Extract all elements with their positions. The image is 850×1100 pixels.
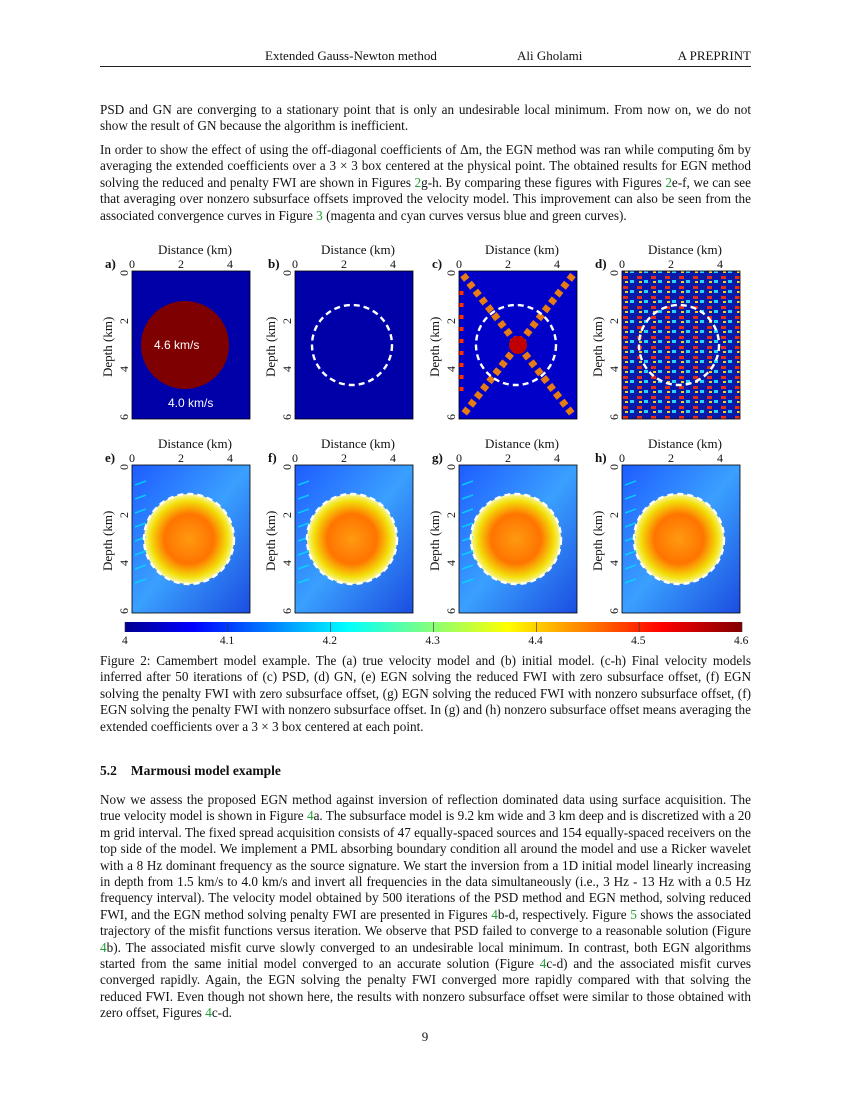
x-axis-label: Distance (km) — [321, 242, 396, 257]
x-axis-label: Distance (km) — [321, 436, 396, 451]
y-tick-label: 6 — [607, 414, 621, 420]
y-tick-label: 0 — [607, 464, 621, 470]
x-tick-label: 4 — [390, 451, 396, 465]
y-tick-label: 4 — [444, 366, 458, 372]
x-axis-label: Distance (km) — [648, 242, 723, 257]
x-axis-label: Distance (km) — [485, 242, 560, 257]
x-tick-label: 0 — [292, 257, 298, 271]
x-tick-label: 0 — [456, 451, 462, 465]
section-number: 5.2 — [100, 763, 117, 778]
colorbar-tick-label: 4.2 — [322, 635, 338, 647]
paragraph-1: PSD and GN are converging to a stationary point that is only an undesirable local minimum. From now on, we do not show the result of GN because the algorithm is inefficient. — [100, 102, 751, 134]
y-tick-label: 4 — [444, 560, 458, 566]
figure-panel — [100, 436, 250, 614]
figure-link[interactable]: 4 — [205, 1005, 212, 1021]
x-tick-label: 0 — [292, 451, 298, 465]
y-tick-label: 4 — [607, 366, 621, 372]
figure-link[interactable]: 4 — [491, 906, 498, 922]
paragraph-3: Now we assess the proposed EGN method against inversion of reflection dominated data using surface acquisition. The true velocity model is shown in Figure 4a. The subsurface model is 9.2 km wide and 3 km deep and is discretized with a 20 m grid interval. The fixed spread acquisition consists of 47 equally-spaced sources and 154 equally-spaced receivers on the top side of the model. We implement a PML absorbing boundary condition all around the model and use a Ricker wavelet with a 8 Hz dominant frequency as the source signature. We start the inversion from a 1D initial model linearly increasing in depth from 1.5 km/s to 4.0 km/s and invert all frequencies in the data simultaneously (i.e., 3 Hz - 13 Hz with a 0.5 Hz frequency interval). The velocity model obtained by 500 iterations of the PSD method and EGN method, solving reduced FWI, and the EGN method solving penalty FWI are presented in Figures 4b-d, respectively. Figure 5 shows the associated trajectory of the misfit functions versus iteration. We observe that PSD failed to converge to a reasonable solution (Figure 4b). The associated misfit curve slowly converged to an undesirable local minimum. In contrast, both EGN algorithms started from the same initial model converged to an accurate solution (Figure 4c-d) and the associated misfit curves converged rapidly. Again, the EGN solving the penalty FWI converged more rapidly compared with that solving the reduced FWI. Even though not shown here, the results with nonzero subsurface offset were similar to those obtained with zero offset, Figures 4c-d. — [100, 792, 751, 1021]
y-tick-label: 6 — [280, 414, 294, 420]
x-axis-label: Distance (km) — [158, 242, 233, 257]
colorbar-tick-label: 4.4 — [528, 635, 543, 647]
velocity-model-figure — [90, 225, 770, 650]
figure-link[interactable]: 4 — [306, 808, 314, 824]
x-axis-label: Distance (km) — [648, 436, 723, 451]
y-tick-label: 0 — [280, 464, 294, 470]
running-header — [100, 48, 751, 67]
x-tick-label: 2 — [668, 451, 674, 465]
x-tick-label: 2 — [668, 257, 674, 271]
y-tick-label: 6 — [444, 608, 458, 614]
x-tick-label: 4 — [554, 451, 560, 465]
y-tick-label: 2 — [117, 318, 131, 324]
y-tick-label: 2 — [280, 512, 294, 518]
y-tick-label: 0 — [117, 464, 131, 470]
figure-link[interactable]: 2 — [665, 174, 672, 190]
y-tick-label: 6 — [280, 608, 294, 614]
x-tick-label: 4 — [390, 257, 396, 271]
panel-label: a) — [105, 256, 116, 271]
panel-label: e) — [105, 450, 116, 465]
x-tick-label: 2 — [505, 451, 511, 465]
header-author: Ali Gholami — [517, 48, 583, 63]
x-tick-label: 0 — [129, 257, 135, 271]
header-tag: A PREPRINT — [677, 48, 751, 63]
figure-panel — [263, 436, 413, 614]
panel-group — [100, 242, 740, 614]
y-tick-label: 6 — [117, 608, 131, 614]
y-tick-label: 2 — [444, 318, 458, 324]
y-axis-label: Depth (km) — [263, 316, 278, 377]
center-artifact — [509, 336, 527, 354]
colorbar-tick-label: 4 — [122, 635, 128, 647]
x-tick-label: 4 — [717, 451, 723, 465]
section-title: Marmousi model example — [130, 763, 281, 778]
figure-link[interactable]: 2 — [414, 174, 422, 190]
x-tick-label: 2 — [505, 257, 511, 271]
x-tick-label: 4 — [717, 257, 723, 271]
y-tick-label: 4 — [280, 366, 294, 372]
y-tick-label: 2 — [607, 318, 621, 324]
y-tick-label: 2 — [607, 512, 621, 518]
y-tick-label: 0 — [607, 270, 621, 276]
header-title: Extended Gauss-Newton method — [265, 48, 437, 63]
annotation-outer: 4.0 km/s — [168, 396, 214, 410]
y-tick-label: 0 — [117, 270, 131, 276]
y-axis-label: Depth (km) — [590, 316, 605, 377]
y-tick-label: 2 — [280, 318, 294, 324]
x-tick-label: 0 — [619, 257, 625, 271]
panel-label: g) — [432, 450, 443, 465]
section-heading — [100, 763, 281, 779]
panel-label: c) — [432, 256, 443, 271]
figure-link[interactable]: 4 — [100, 939, 107, 955]
figure-panel — [263, 242, 413, 420]
x-tick-label: 2 — [178, 257, 184, 271]
y-axis-label: Depth (km) — [100, 316, 115, 377]
colorbar-tick-label: 4.6 — [734, 635, 749, 647]
y-axis-label: Depth (km) — [263, 510, 278, 571]
y-tick-label: 6 — [607, 608, 621, 614]
x-axis-label: Distance (km) — [158, 436, 233, 451]
colorbar-tick-label: 4.1 — [219, 635, 235, 647]
page-number: 9 — [421, 1029, 429, 1044]
y-axis-label: Depth (km) — [590, 510, 605, 571]
paragraph-2: In order to show the effect of using the off-diagonal coefficients of Δm, the EGN method was ran while computing δm by averaging the extended coefficients over a 3 × 3 box centered at the physical point. The obtained results for EGN method solving the reduced and penalty FWI are shown in Figures 2g-h. By comparing these figures with Figures 2e-f, we can see that averaging over nonzero subsurface offsets improved the velocity model. This improvement can also be seen from the associated convergence curves in Figure 3 (magenta and cyan curves versus blue and green curves). — [100, 142, 751, 223]
colorbar-tick-label: 4.5 — [631, 635, 646, 647]
figure-panel — [590, 242, 740, 420]
x-tick-label: 4 — [227, 451, 233, 465]
y-tick-label: 6 — [117, 414, 131, 420]
y-axis-label: Depth (km) — [427, 510, 442, 571]
panel-label: b) — [268, 256, 280, 271]
figure-link[interactable]: 5 — [630, 906, 637, 922]
annotation-inner: 4.6 km/s — [154, 338, 200, 352]
x-tick-label: 0 — [129, 451, 135, 465]
colorbar-tick-label: 4.3 — [425, 635, 440, 647]
x-tick-label: 4 — [554, 257, 560, 271]
x-tick-label: 2 — [341, 257, 347, 271]
figure-panel — [427, 436, 577, 614]
y-tick-label: 2 — [117, 512, 131, 518]
x-tick-label: 2 — [341, 451, 347, 465]
figure-panel — [590, 436, 740, 614]
panel-label: h) — [595, 450, 607, 465]
y-tick-label: 2 — [444, 512, 458, 518]
y-tick-label: 4 — [117, 560, 131, 566]
figure-caption: Figure 2: Camembert model example. The (a) true velocity model and (b) initial model. (c-h) Final velocity models inferred after 50 iterations of (c) PSD, (d) GN, (e) EGN solving the reduced FWI with zero subsurface offset, (f) EGN solving the penalty FWI with zero subsurface offset, (g) EGN solving the reduced FWI with nonzero subsurface offset, (f) EGN solving the penalty FWI with nonzero subsurface offset. In (g) and (h) nonzero subsurface offset means averaging the extended coefficients over a 3 × 3 box centered at each point. — [100, 653, 751, 734]
y-tick-label: 6 — [444, 414, 458, 420]
x-tick-label: 0 — [619, 451, 625, 465]
y-tick-label: 0 — [444, 270, 458, 276]
x-axis-label: Distance (km) — [485, 436, 560, 451]
panel-label: f) — [268, 450, 277, 465]
x-tick-label: 0 — [456, 257, 462, 271]
y-tick-label: 4 — [607, 560, 621, 566]
figure-link[interactable]: 4 — [539, 956, 547, 972]
y-tick-label: 0 — [280, 270, 294, 276]
x-tick-label: 2 — [178, 451, 184, 465]
y-axis-label: Depth (km) — [100, 510, 115, 571]
y-axis-label: Depth (km) — [427, 316, 442, 377]
figure-panel — [427, 242, 577, 420]
y-tick-label: 0 — [444, 464, 458, 470]
panel-label: d) — [595, 256, 607, 271]
y-tick-label: 4 — [280, 560, 294, 566]
x-tick-label: 4 — [227, 257, 233, 271]
figure-panel — [100, 242, 250, 420]
colorbar — [122, 622, 749, 647]
figure-link[interactable]: 3 — [316, 207, 323, 223]
y-tick-label: 4 — [117, 366, 131, 372]
